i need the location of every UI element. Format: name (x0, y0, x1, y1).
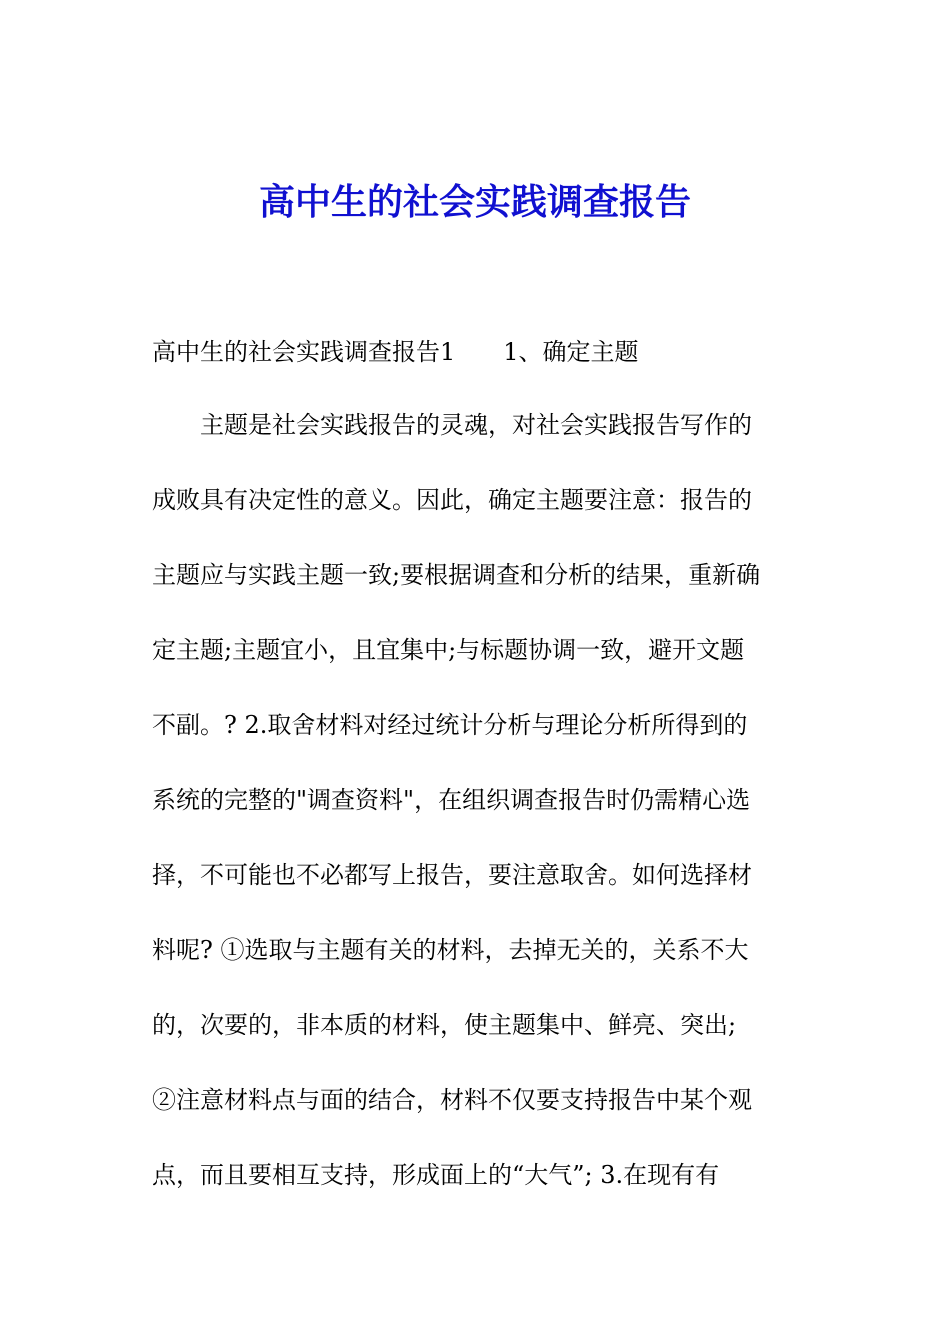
text-line: 择，不可能也不必都写上报告，要注意取舍。如何选择材 (152, 861, 752, 889)
text-line: 系统的完整的"调查资料"，在组织调查报告时仍需精心选 (152, 786, 751, 814)
text-line: 主题是社会实践报告的灵魂，对社会实践报告写作的 (152, 411, 752, 439)
text-line: 定主题;主题宜小，且宜集中;与标题协调一致，避开文题 (152, 636, 745, 664)
text-line: 的，次要的，非本质的材料，使主题集中、鲜亮、突出; (152, 1011, 737, 1039)
text-line: ②注意材料点与面的结合，材料不仅要支持报告中某个观 (152, 1086, 752, 1114)
text-line: 高中生的社会实践调查报告1 1、确定主题 (152, 338, 639, 366)
document-title: 高中生的社会实践调查报告 (258, 181, 691, 223)
text-line: 主题应与实践主题一致;要根据调查和分析的结果，重新确 (152, 561, 761, 589)
text-line: 料呢? ①选取与主题有关的材料，去掉无关的，关系不大 (152, 936, 749, 964)
text-line: 点，而且要相互支持，形成面上的“大气”; 3.在现有有 (152, 1161, 720, 1189)
text-line: 成败具有决定性的意义。因此，确定主题要注意：报告的 (152, 486, 752, 514)
text-line: 不副。? 2.取舍材料对经过统计分析与理论分析所得到的 (152, 711, 748, 739)
